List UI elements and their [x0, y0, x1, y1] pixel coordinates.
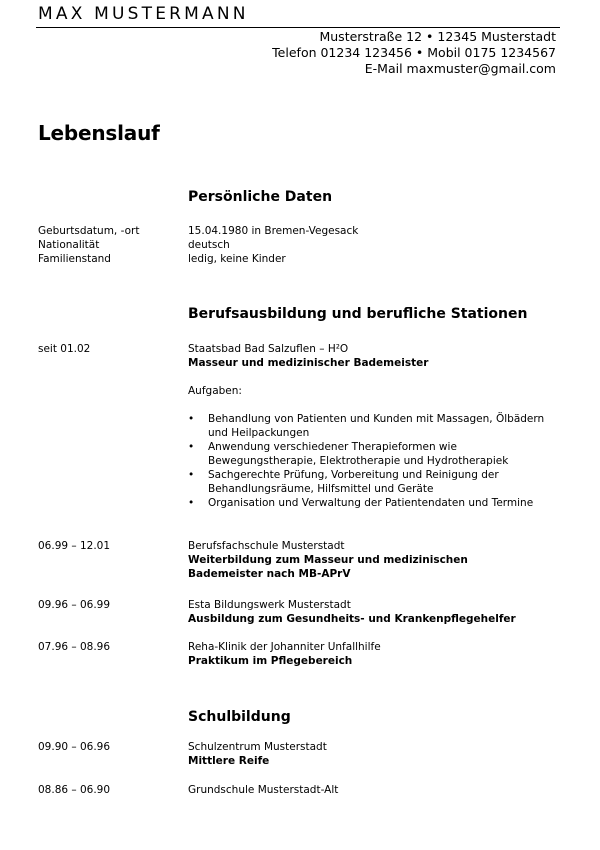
career-period: 09.96 – 06.99 — [38, 599, 111, 611]
school-period: 08.86 – 06.90 — [38, 784, 111, 796]
career-position: Praktikum im Pflegebereich — [188, 655, 353, 667]
section-heading-school: Schulbildung — [188, 709, 291, 725]
list-item — [188, 496, 548, 510]
section-heading-career: Berufsausbildung und berufliche Stationen — [188, 306, 528, 322]
header-divider — [36, 27, 560, 28]
career-details — [188, 539, 558, 581]
school-period: 09.90 – 06.96 — [38, 741, 111, 753]
task-text: Sachgerechte Prüfung, Vorbereitung und Reinigung der Behandlungsräume, Hilfsmittel und Geräte — [208, 469, 499, 495]
career-institution: Esta Bildungswerk Musterstadt — [188, 599, 351, 611]
personal-label: Familienstand — [38, 253, 111, 265]
school-details — [188, 740, 558, 768]
career-position: Bademeister nach MB-APrV — [188, 568, 351, 580]
document-title: Lebenslauf — [38, 121, 160, 145]
personal-value: deutsch — [188, 239, 230, 251]
career-institution: Berufsfachschule Musterstadt — [188, 540, 345, 552]
career-position: Ausbildung zum Gesundheits- und Krankenpflegehelfer — [188, 613, 516, 625]
career-position: Masseur und medizinischer Bademeister — [188, 357, 429, 369]
school-degree: Mittlere Reife — [188, 755, 270, 767]
personal-value: 15.04.1980 in Bremen-Vegesack — [188, 225, 359, 237]
contact-email: E-Mail maxmuster@gmail.com — [364, 61, 556, 76]
school-details — [188, 783, 558, 797]
career-institution: Staatsbad Bad Salzuflen – H²O — [188, 343, 349, 355]
career-period: 07.96 – 08.96 — [38, 641, 111, 653]
career-details — [188, 640, 558, 668]
personal-value: ledig, keine Kinder — [188, 253, 286, 265]
school-institution: Grundschule Musterstadt-Alt — [188, 784, 339, 796]
task-text: Anwendung verschiedener Therapieformen wie Bewegungstherapie, Elektrotherapie und Hydrotherapiek — [208, 441, 509, 467]
contact-phone: Telefon 01234 123456 • Mobil 0175 1234567 — [272, 45, 556, 60]
career-details — [188, 598, 558, 626]
list-item — [188, 440, 548, 468]
task-text: Organisation und Verwaltung der Patientendaten und Termine — [208, 497, 534, 509]
personal-label: Geburtsdatum, -ort — [38, 225, 140, 237]
bullet-icon: • — [188, 441, 195, 453]
bullet-icon: • — [188, 469, 195, 481]
personal-label: Nationalität — [38, 239, 100, 251]
task-text: Behandlung von Patienten und Kunden mit Massagen, Ölbädern und Heilpackungen — [208, 413, 545, 439]
section-heading-personal: Persönliche Daten — [188, 189, 333, 205]
contact-address: Musterstraße 12 • 12345 Musterstadt — [319, 29, 556, 44]
bullet-icon: • — [188, 497, 195, 509]
career-period: 06.99 – 12.01 — [38, 540, 111, 552]
career-details — [188, 342, 558, 510]
bullet-icon: • — [188, 413, 195, 425]
school-institution: Schulzentrum Musterstadt — [188, 741, 327, 753]
career-position: Weiterbildung zum Masseur und medizinischen — [188, 554, 468, 566]
list-item — [188, 412, 548, 440]
tasks-label: Aufgaben: — [188, 385, 242, 397]
career-period: seit 01.02 — [38, 343, 91, 355]
list-item — [188, 468, 548, 496]
career-institution: Reha-Klinik der Johanniter Unfallhilfe — [188, 641, 381, 653]
contact-block — [272, 29, 556, 77]
applicant-name: MAX MUSTERMANN — [38, 4, 249, 24]
tasks-list — [188, 412, 558, 510]
